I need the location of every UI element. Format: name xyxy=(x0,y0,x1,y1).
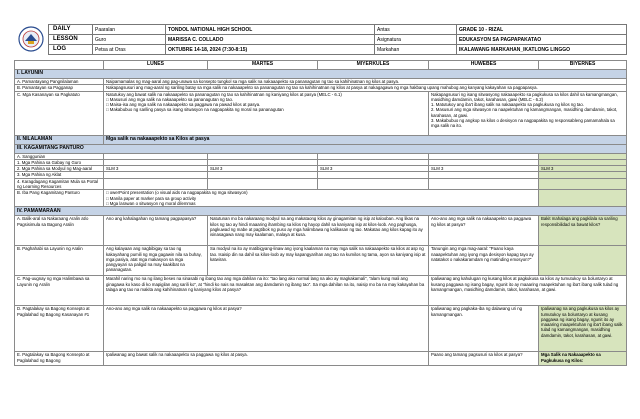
iba-pang-kagamitan-cell xyxy=(104,190,539,207)
pagtalakay-1-thursday: Ipaliwanag ang pagkaka-iba ng dalawang uri ng kamangmangan. xyxy=(429,306,539,352)
pag-uugnay-middle: Marahil naring mo na ng ilang beses na sinasabi ng ibang tao ang mga dahilan na ito: "tao lang ako normal lang na ako ay magkakamali", "alam kung mali ang ginagawa ko kaso di ko mapigilan ang sarili ko", at "hindi ko nais na masaktan ang damdamin ng ibang tao". Sa mga dahilan na ito, naisip mo ba na may kakayahan ba talaga ang tao na makita ang kahihinatnan ng kaniyang kilos at pasya? xyxy=(104,276,429,306)
kasanayan-left-item: □ Masusuri ang mga salik na nakaaapekto sa pananagutan ng tao. xyxy=(106,96,234,102)
balik-aral-monday: Ano ang kahalagahan ng tamang pagpapasya? xyxy=(104,216,208,246)
row-label-learning-resources: 4. Karagdagang Kagamitan Mula sa Portal ng Learning Resources xyxy=(15,178,104,190)
kagamitan-item-text: owerPoint presentation (o visual aids na nagpapakita ng mga sitwasyon) xyxy=(109,190,248,196)
pag-uugnay-right: Ipaliwanag ang kahulugan ng kusang kilos at pagkukusa sa kilos ay tumutukoy sa boluntaryo at kusang paggawa ng isang bagay, ngunit ito ay maaaring maapektuhan ng iba't ibang salik tulad ng kamangmangan, masidhing damdamin, takot, karahasan, at gawi. xyxy=(429,276,627,306)
slm-monday: SLM 3 xyxy=(104,166,208,172)
row-label-gabay: 1. Mga Pahina sa Gabay ng Guro xyxy=(15,159,104,165)
paghahabi-monday: Ang kalayaan ang nagbibigay sa tao ng kakayahang pumili ng mga gagawin nila sa buhay, mga pasiya, atat mga makasyon sa mga pangyayari sa paligid na may kaakibat na pananagutan. xyxy=(104,246,208,276)
kasanayan-left-intro: Natutukoy ang bawat salik na nakaaapekto sa pananagutan ng tao sa kahihinatnan ng kaniyang kilos at pasya (MELC - 6.1) xyxy=(106,91,342,97)
slm-friday: SLM 3 xyxy=(539,166,627,172)
lesson-log-table xyxy=(14,60,627,366)
nilalaman-text: Mga salik na nakaaapekto sa Kilos at pasya xyxy=(104,135,627,144)
kagamitan-item-text: Mga larawan o sitwasyon ng moral dilemmas xyxy=(109,200,196,206)
row-label-kasanayan: C. Mga Kasanayan sa Pagkatuto xyxy=(15,91,104,135)
slm-tuesday: SLM 3 xyxy=(208,166,318,172)
row-label-pamantayan-pagganap: B. Pamantayan sa Pagganap xyxy=(15,85,104,91)
kasanayan-left-item-text: Masusuri ang mga salik na nakaaapekto sa pananagutan ng tao. xyxy=(109,96,234,102)
row-label-modyul: 2. Mga Pahina sa Modyul ng Mag-aaral xyxy=(15,166,104,172)
dll-header xyxy=(14,24,626,54)
row-label-paghahabi: B. Paghahabi sa Layunin ng Aralin xyxy=(15,246,104,276)
row-label-iba-pang-kagamitan: B. Iba Pang Kagamitang Panturo xyxy=(15,190,104,207)
kagamitan-item: □ Manila paper at marker para sa group activity xyxy=(106,195,197,201)
kagamitan-item-text: Manila paper at marker para sa group activity xyxy=(109,195,197,201)
row-label-pagtalakay-2: E. Pagtalakay sa Bagong Konsepto at Paglalahad ng Bagong xyxy=(15,352,104,366)
balik-aral-middle: Natutunan mo ba nakaraang modyul na ang makataong kilos ay ginagamitan ng isip at kalooban. Ang likas na kilos ng tao ay hindi maaaring ihambing sa kilos ng hayop dahil sa kaniyang isip at kilos-loob. Ang paghusga, pagkuwad ng mabe at pagtibok ng puso ay mga halimbawa ng kalikasan ng tao. Makatao ang kilos kapag ito ay isinasagawa nang may kaalaman, malaya at kusa. xyxy=(208,216,429,246)
kasanayan-left-item-text: Makabubuo ng sariling pasya sa isang sitwasyon na nagpapakita ng moral na pananagutan xyxy=(109,107,284,113)
pagtalakay-2-thursday: Paano ang tamang pagsusuri sa kilos at pasya? xyxy=(429,352,539,366)
grade-label: Antas xyxy=(375,25,457,35)
date-value: OKTUBRE 14-18, 2024 (7:30-8:15) xyxy=(166,45,375,55)
kasanayan-left-cell xyxy=(104,91,429,135)
quarter-value: IKALAWANG MARKAHAN_IKATLONG LINGGO xyxy=(457,45,627,55)
date-label: Petsa at Oras xyxy=(93,45,166,55)
dll-word-log: LOG xyxy=(49,45,93,55)
corner-cell xyxy=(15,61,104,70)
kasanayan-right-item: 2. Masusuri ang mga sitwasyon na naapektuhan ng kamangmangan, masidhing damdamin, takot, karahasan, at gawi. xyxy=(431,107,618,118)
day-thursday: HUWEBES xyxy=(429,61,539,70)
slm-wednesday: SLM 3 xyxy=(318,166,429,172)
day-monday: LUNES xyxy=(104,61,208,70)
slm-thursday: SLM 3 xyxy=(429,166,539,172)
row-label-balik-aral: A. Balik-aral sa Nakaraang Aralin at/o Pagsisimula sa Bagong Aralin xyxy=(15,216,104,246)
day-friday: BIYERNES xyxy=(539,61,627,70)
section-nilalaman: II. NILALAMAN xyxy=(15,135,104,144)
balik-aral-friday: Bakit mahalaga ang pagkilala sa sariling responsibilidad sa bawat kilos? xyxy=(539,216,627,246)
teacher-label: Guro xyxy=(93,35,166,45)
header-table xyxy=(48,24,627,55)
kasanayan-left-item: □ Maisa-isa ang mga salik na nakaaapekto sa paggawa na pawad kilos at pasya. xyxy=(106,102,261,108)
dll-word-daily: DAILY xyxy=(49,25,93,35)
subject-value: EDUKASYON SA PAGPAPAKATAO xyxy=(457,35,627,45)
kasanayan-right-item: 1. Matutukoy ang iba't ibang salik na nakaaapekto sa pagkukusa ng kilos ng tao. xyxy=(431,102,584,108)
section-pamamaraan: IV. PAMAMARAAN xyxy=(15,207,627,216)
day-tuesday: MARTES xyxy=(208,61,318,70)
kasanayan-left-item-text: Maisa-isa ang mga salik na nakaaapekto sa paggawa na pawad kilos at pasya. xyxy=(109,102,261,108)
kagamitan-item: □ owerPoint presentation (o visual aids na nagpapakita ng mga sitwasyon) xyxy=(106,190,248,196)
pamantayang-pangnilalaman-text: Naipamamalas ng mag-aaral ang pag-unawa sa konsepto tungkol sa mga salik na nakaaapekto sa pananagutan ng tao sa kahihinatnan ng kilos at pasya. xyxy=(104,79,627,85)
pagtalakay-1-friday: Ipaliwanag na ang pagkukusa sa kilos ay tumutukoy sa boluntaryo at kusang paggawa ng isang bagay, ngunit ito ay maaaring maapektuhan ng iba't ibang salik tulad ng kamangmangan, masidhing damdamin, takot, karahasan, at gawi. xyxy=(539,306,627,352)
kasanayan-left-item: □ Makabubuo ng sariling pasya sa isang sitwasyon na nagpapakita ng moral na pananagutan xyxy=(106,107,284,113)
row-label-pagtalakay-1: D. Pagtalakay sa Bagong Konsepto at Paglalahad ng Bagong Kasanayan #1 xyxy=(15,306,104,352)
teacher-value: MARISSA C. COLLADO xyxy=(166,35,375,45)
row-label-pag-uugnay: C. Pag-uugnay ng mga Halimbawa sa Layunin ng Aralin xyxy=(15,276,104,306)
deped-logo-icon xyxy=(14,24,48,54)
paghahabi-thursday: Tanungin ang mga mag-aaral: "Paano kaya naaapektuhan ang iyong mga desisyon kapag tayo ay natatakot o nakakaramdam ng matinding emosyon?" xyxy=(429,246,539,276)
row-label-aklat: 3. Mga Pahina ng Aklat xyxy=(15,172,104,178)
subject-label: Asignatura xyxy=(375,35,457,45)
section-layunin: I. LAYUNIN xyxy=(15,70,627,79)
pagtalakay-2-middle: Ipaliwanag ang bawat salik na nakaaapekto sa paggawa ng kilos at pasya. xyxy=(104,352,429,366)
dll-word-lesson: LESSON xyxy=(49,35,93,45)
day-wednesday: MIYERKULES xyxy=(318,61,429,70)
paghahabi-middle: Sa modyul na ito ay matibigyang-linaw ang iyong kaalaman na may mga salik na nakaaapekto sa kilos at asp ng tao. Isaisip din na dahil sa kilos-loob ay may kapangyarihan ang tao na kumilos ng tama, ayon sa kaniyang isip at katwiran. xyxy=(208,246,429,276)
kasanayan-right-cell xyxy=(429,91,627,135)
section-kagamitan: III. KAGAMITANG PANTURO xyxy=(15,144,627,153)
pagtalakay-2-friday: Mga Salik na Nakaaapekto sa Pagkukusa ng Kilos: xyxy=(539,352,627,366)
quarter-label: Markahan xyxy=(375,45,457,55)
kagamitan-item: □ Mga larawan o sitwasyon ng moral dilemmas xyxy=(106,200,196,206)
pamantayan-pagganap-text: Nakapagsusuri ang mag-aaral ng sariling batay sa mga salik na nakaaapekto sa pananagutan ng tao sa kahihinatnan ng kilos at pasya at nakagagawa ng mga hakbang upang mahubog ang kanyang kakayahan sa pagpapasya. xyxy=(104,85,627,91)
kasanayan-right-intro: Nakapagsusuri ng isang sitwasyong nakaaapekto sa pagkukusa sa kilos dahil sa kamangmangan, masidhing damdamin, takot, karahasan, gawi (MELC - 6.2) xyxy=(431,91,618,102)
pagtalakay-1-middle: Ano-ano ang mga salik na nakaaapekto sa paggawa ng kilos at pasya? xyxy=(104,306,429,352)
school-value: TONDOL NATIONAL HIGH SCHOOL xyxy=(166,25,375,35)
row-label-pamantayang-pangnilalaman: A. Pamantayang Pangnilalaman xyxy=(15,79,104,85)
grade-value: GRADE 10 - RIZAL xyxy=(457,25,627,35)
school-label: Paaralan xyxy=(93,25,166,35)
kasanayan-right-item: 3. Makabubuo ng angkop na kilos o desisyon na nagpapakita ng responsableng pamamahala sa mga salik na ito. xyxy=(431,118,615,129)
row-label-sanggunian: A. Sanggunian xyxy=(15,153,104,159)
balik-aral-thursday: Ano-ano ang mga salik na nakaaapekto sa paggawa ng kilos at pasya? xyxy=(429,216,539,246)
